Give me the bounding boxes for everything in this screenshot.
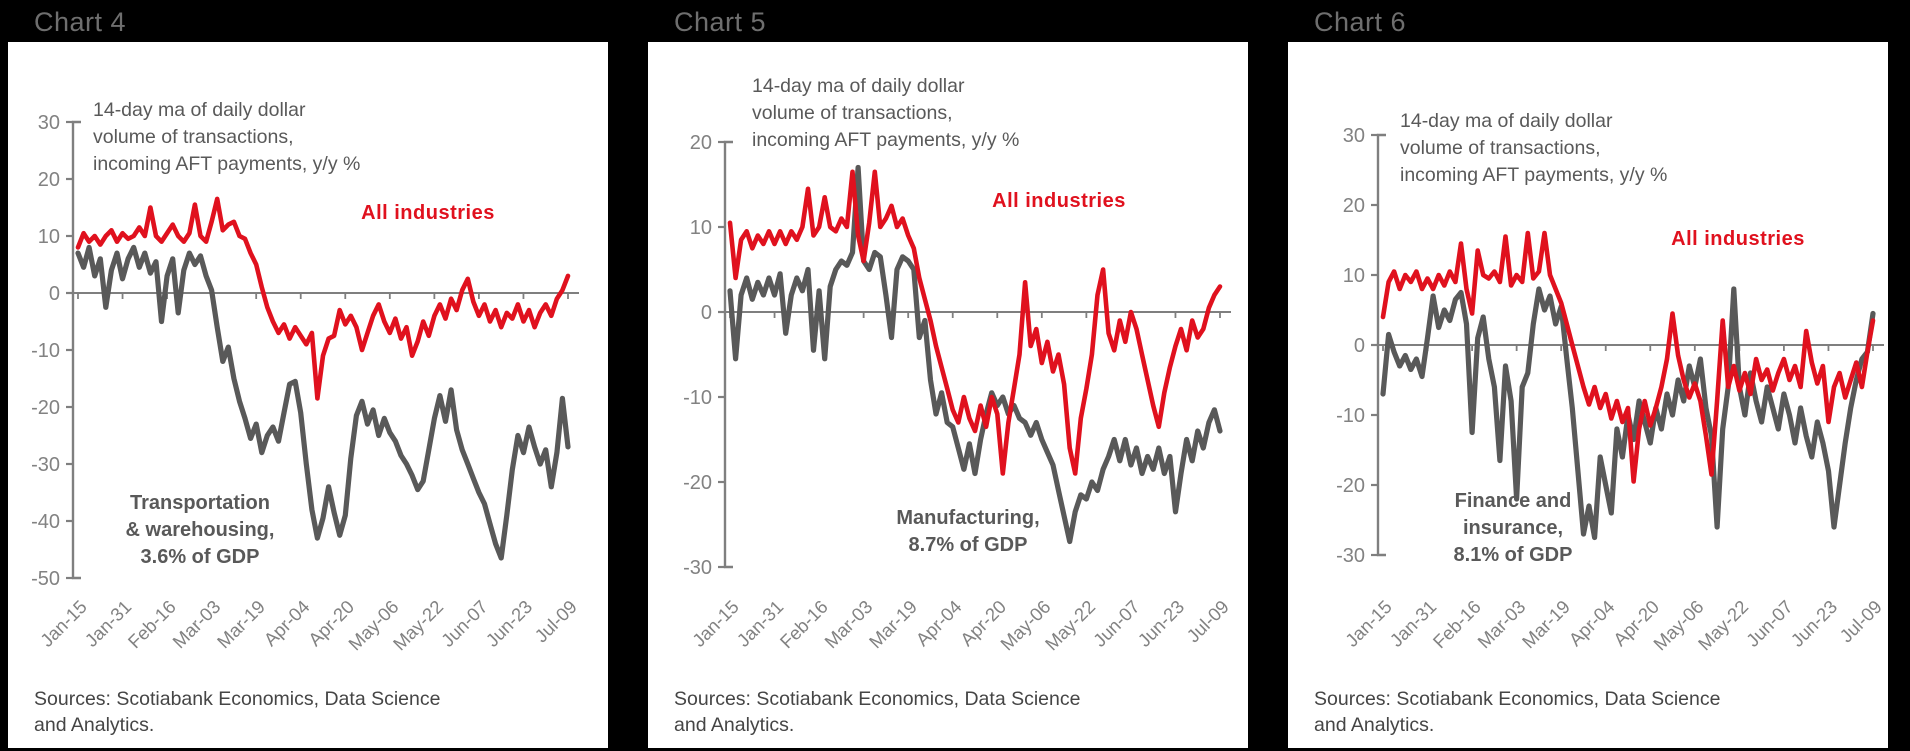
x-tick-label: Mar-03 [820,595,877,653]
chart5-header: Chart 5 [674,7,767,37]
x-tick-label: Jan-15 [35,595,91,651]
x-tick-label: Jan-31 [1385,595,1441,651]
x-tick-label: Feb-16 [775,595,832,653]
x-tick-label: May-22 [388,595,448,655]
y-tick-label: -30 [683,557,712,579]
industry-annotation [828,505,1108,559]
x-tick-label: Jul-09 [530,595,581,647]
y-tick-label: -10 [31,340,60,362]
annotation-line: Manufacturing, [896,507,1040,529]
y-tick-label: -30 [31,454,60,476]
industry-annotation [60,490,340,571]
chart-subtitle [93,97,453,178]
x-tick-label: Apr-04 [259,595,314,651]
x-tick-label: Jun-07 [1741,595,1797,651]
y-tick-label: -20 [31,397,60,419]
chart4-header: Chart 4 [34,7,127,37]
sources-line: and Analytics. [1314,714,1435,736]
annotation-line: Finance and [1454,490,1572,512]
all-industries-label: All industries [361,202,495,224]
y-tick-label: 0 [48,283,60,305]
x-tick-label: Apr-20 [303,595,359,651]
y-tick-label: -10 [1336,405,1365,427]
x-tick-label: May-06 [996,595,1055,655]
x-tick-label: Feb-16 [123,595,180,653]
chart-title-line: 14-day ma of daily dollar [93,99,306,121]
annotation-line: insurance, [1462,517,1564,539]
all-industries-label: All industries [992,190,1126,212]
x-tick-label: Mar-03 [1473,595,1530,653]
series-line-all-industries [730,172,1220,474]
sources-note [1314,686,1854,738]
y-tick-label: 20 [37,169,60,191]
annotation-line: 8.7% of GDP [908,534,1028,556]
x-tick-label: Jun-07 [436,595,492,651]
x-tick-label: Jun-23 [1133,595,1189,651]
x-tick-label: Jul-09 [1835,595,1886,647]
sources-line: Sources: Scotiabank Economics, Data Science [674,688,1081,710]
chart-title-line: 14-day ma of daily dollar [1400,110,1613,132]
y-tick-label: 30 [37,112,60,134]
x-tick-label: Apr-20 [955,595,1011,651]
x-tick-label: Feb-16 [1428,595,1485,653]
x-tick-label: Mar-03 [168,595,225,653]
y-tick-label: -50 [31,568,60,590]
sources-line: Sources: Scotiabank Economics, Data Science [34,688,441,710]
x-tick-label: Jun-07 [1088,595,1144,651]
x-tick-label: Jul-09 [1182,595,1233,647]
chart-panel-6 [1288,42,1888,748]
y-axis [725,142,733,567]
y-tick-label: -20 [1336,475,1365,497]
x-tick-label: Jun-23 [481,595,537,651]
chart-title-line: volume of transactions, [93,126,294,148]
y-tick-label: 20 [689,132,712,154]
x-tick-label: May-22 [1040,595,1100,655]
industry-annotation [1373,488,1653,569]
x-tick-label: Apr-04 [911,595,966,651]
y-tick-label: -20 [683,472,712,494]
chart-title-line: incoming AFT payments, y/y % [752,129,1020,151]
series-line-all-industries [1383,233,1873,482]
y-tick-label: 10 [1342,265,1365,287]
series-line-all-industries [78,199,568,399]
sources-note [674,686,1214,738]
sources-line: Sources: Scotiabank Economics, Data Science [1314,688,1721,710]
x-tick-label: May-06 [344,595,403,655]
y-tick-label: 0 [1353,335,1365,357]
y-tick-label: 10 [689,217,712,239]
y-tick-label: -10 [683,387,712,409]
x-tick-label: Jan-31 [80,595,136,651]
x-tick-label: May-22 [1693,595,1753,655]
chart-title-line: volume of transactions, [752,102,953,124]
x-tick-label: Jun-23 [1786,595,1842,651]
chart-subtitle [1400,108,1760,189]
x-tick-label: Apr-04 [1564,595,1619,651]
chart-panel-4 [8,42,608,748]
chart-title-line: volume of transactions, [1400,137,1601,159]
sources-note [34,686,574,738]
y-tick-label: 0 [700,302,712,324]
x-tick-label: Mar-19 [1517,595,1575,653]
x-tick-label: Mar-19 [212,595,270,653]
chart-title-line: incoming AFT payments, y/y % [93,153,361,175]
chart-title-line: incoming AFT payments, y/y % [1400,164,1668,186]
chart-title-line: 14-day ma of daily dollar [752,75,965,97]
x-tick-label: Jan-15 [1340,595,1396,651]
annotation-line: Transportation [129,492,270,514]
chart-subtitle [752,73,1112,154]
all-industries-label: All industries [1671,228,1805,250]
sources-line: and Analytics. [34,714,155,736]
chart-panel-5 [648,42,1248,748]
annotation-line: 3.6% of GDP [140,546,260,568]
annotation-line: & warehousing, [125,519,275,541]
annotation-line: 8.1% of GDP [1453,544,1573,566]
chart6-header: Chart 6 [1314,7,1407,37]
y-tick-label: -30 [1336,545,1365,567]
y-tick-label: 10 [37,226,60,248]
x-tick-label: Apr-20 [1608,595,1664,651]
sources-line: and Analytics. [674,714,795,736]
x-tick-label: Jan-15 [687,595,743,651]
x-tick-label: Jan-31 [732,595,788,651]
x-tick-label: Mar-19 [864,595,922,653]
y-tick-label: -40 [31,511,60,533]
y-tick-label: 30 [1342,125,1365,147]
y-tick-label: 20 [1342,195,1365,217]
x-tick-label: May-06 [1649,595,1708,655]
